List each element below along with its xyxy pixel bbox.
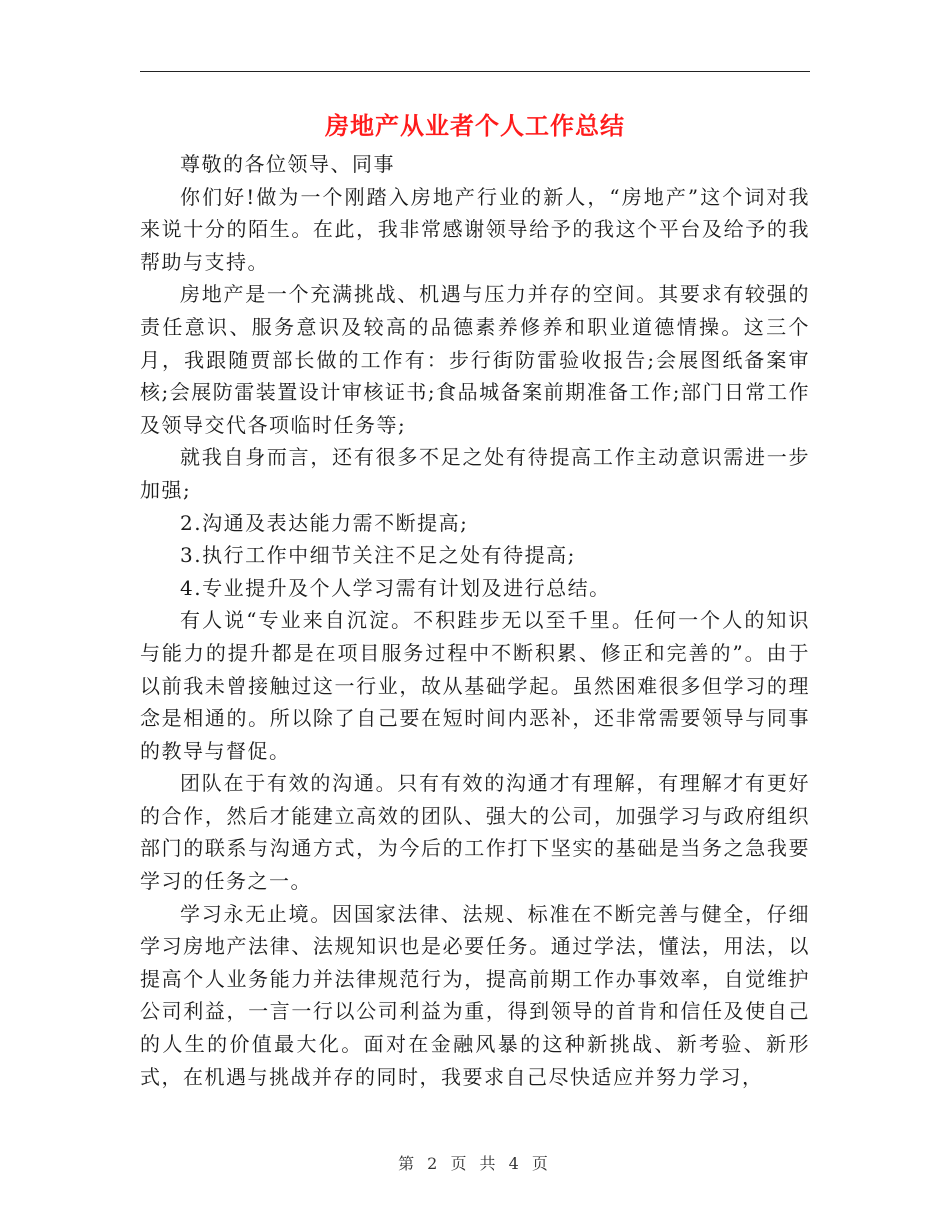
list-item-3: 3.执行工作中细节关注不足之处有待提高; xyxy=(180,543,576,568)
paragraph-learning: 学习永无止境。因国家法律、法规、标准在不断完善与健全，仔细学习房地产法律、法规知识也是必要任务。通过学法，懂法，用法，以提高个人业务能力并法律规范行为，提高前期工作办事效率，自觉维护公司利益，一言一行以公司利益为重，得到领导的首肯和信任及使自己的人生的价值最大化。面对在金融风暴的这种新挑战、新考验、新形式，在机遇与挑战并存的同时，我要求自己尽快适应并努力学习， xyxy=(140,901,810,1089)
paragraph-professional-growth: 有人说“专业来自沉淀。不积跬步无以至千里。任何一个人的知识与能力的提升都是在项目服务过程中不断积累、修正和完善的”。由于以前我未曾接触过这一行业，故从基础学起。虽然困难很多但学习的理念是相通的。所以除了自己要在短时间内恶补，还非常需要领导与同事的教导与督促。 xyxy=(140,608,810,763)
paragraph-work-summary: 房地产是一个充满挑战、机遇与压力并存的空间。其要求有较强的责任意识、服务意识及较高的品德素养修养和职业道德情操。这三个月，我跟随贾部长做的工作有：步行街防雷验收报告;会展图纸备案审核;会展防雷装置设计审核证书;食品城备案前期准备工作;部门日常工作及领导交代各项临时任务等; xyxy=(140,282,810,437)
list-item-4: 4.专业提升及个人学习需有计划及进行总结。 xyxy=(180,575,611,600)
document-body xyxy=(140,148,810,1093)
paragraph-shortcomings: 就我自身而言，还有很多不足之处有待提高工作主动意识需进一步加强; xyxy=(140,445,810,502)
list-item-2: 2.沟通及表达能力需不断提高; xyxy=(180,510,469,535)
document-title: 房地产从业者个人工作总结 xyxy=(325,111,625,140)
header-rule xyxy=(140,71,810,72)
paragraph-teamwork: 团队在于有效的沟通。只有有效的沟通才有理解，有理解才有更好的合作，然后才能建立高效的团队、强大的公司，加强学习与政府组织部门的联系与沟通方式，为今后的工作打下坚实的基础是当务之急我要学习的任务之一。 xyxy=(140,771,810,894)
page-footer: 第 2 页 共 4 页 xyxy=(398,1154,552,1173)
paragraph-greeting: 你们好!做为一个刚踏入房地产行业的新人，“房地产”这个词对我来说十分的陌生。在此，我非常感谢领导给予的我这个平台及给予的我帮助与支持。 xyxy=(140,184,810,274)
salutation: 尊敬的各位领导、同事 xyxy=(180,152,395,176)
